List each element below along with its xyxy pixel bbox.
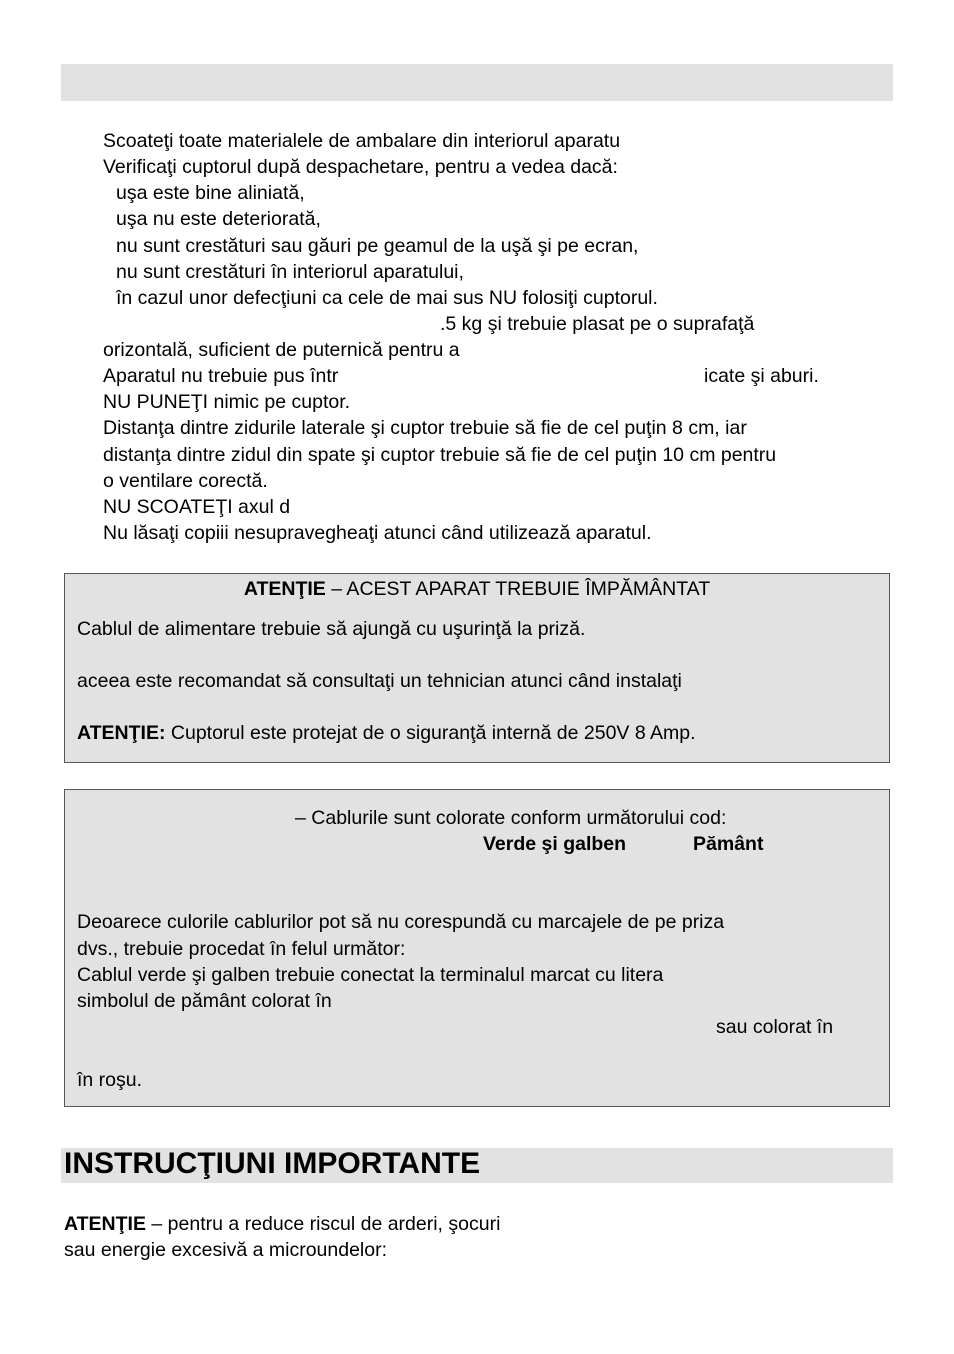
wiring-para-3: Cablul verde şi galben trebuie conectat la terminalul marcat cu litera xyxy=(77,964,664,986)
wire-color-label: Verde şi galben xyxy=(483,833,627,855)
wiring-para-2: dvs., trebuie procedat în felul următor: xyxy=(77,938,406,960)
unpack-line-9: orizontală, suficient de puternică pentru a xyxy=(103,339,460,361)
section-heading: INSTRUCŢIUNI IMPORTANTE xyxy=(64,1147,481,1180)
grounding-title xyxy=(65,580,889,600)
important-warning xyxy=(64,1215,500,1235)
wiring-intro: – Cablurile sunt colorate conform următorului cod: xyxy=(295,807,727,829)
unpack-line-14: o ventilare corectă. xyxy=(103,470,268,492)
unpack-line-4: uşa nu este deteriorată, xyxy=(116,208,321,230)
wiring-para-1: Deoarece culorile cablurilor pot să nu corespundă cu marcajele de pe priza xyxy=(77,911,725,933)
wiring-para-6: în roşu. xyxy=(77,1069,143,1091)
fuse-warning-rest: Cuptorul este protejat de o siguranţă internă de 250V 8 Amp. xyxy=(165,722,696,744)
grounding-title-bold: ATENŢIE xyxy=(243,578,326,600)
grounding-title-rest: – ACEST APARAT TREBUIE ÎMPĂMÂNTAT xyxy=(325,578,711,600)
unpack-line-1: Scoateţi toate materialele de ambalare din interiorul aparatu xyxy=(103,130,621,152)
unpack-line-13: distanţa dintre zidul din spate şi cuptor trebuie să fie de cel puţin 10 cm pentru xyxy=(103,444,777,466)
unpack-line-10: Aparatul nu trebuie pus într xyxy=(103,365,339,387)
unpack-line-6: nu sunt crestături în interiorul aparatului, xyxy=(116,261,464,283)
unpack-line-3: uşa este bine aliniată, xyxy=(116,182,305,204)
important-warning-bold: ATENŢIE xyxy=(64,1213,146,1235)
grounding-warning-box xyxy=(64,573,890,763)
unpack-line-5: nu sunt crestături sau găuri pe geamul de la uşă şi pe ecran, xyxy=(116,235,639,257)
fuse-warning xyxy=(77,724,696,744)
top-header-bar xyxy=(61,64,893,101)
unpack-line-12: Distanţa dintre zidurile laterale şi cuptor trebuie să fie de cel puţin 8 cm, iar xyxy=(103,417,747,439)
wire-color-meaning: Pământ xyxy=(693,833,764,855)
grounding-line-1: Cablul de alimentare trebuie să ajungă cu uşurinţă la priză. xyxy=(77,618,586,640)
wiring-color-box xyxy=(64,789,890,1107)
wiring-para-4: simbolul de pământ colorat în xyxy=(77,990,332,1012)
fuse-warning-bold: ATENŢIE: xyxy=(77,722,166,744)
important-warning-line-2: sau energie excesivă a microundelor: xyxy=(64,1239,388,1261)
unpack-line-11: NU PUNEŢI nimic pe cuptor. xyxy=(103,391,351,413)
unpack-line-10b: icate şi aburi. xyxy=(704,365,819,387)
unpack-line-2: Verificaţi cuptorul după despachetare, pentru a vedea dacă: xyxy=(103,156,618,178)
wiring-para-5: sau colorat în xyxy=(716,1016,834,1038)
unpack-line-8: .5 kg şi trebuie plasat pe o suprafaţă xyxy=(440,313,755,335)
unpack-line-15: NU SCOATEŢI axul d xyxy=(103,496,291,518)
important-warning-rest: – pentru a reduce riscul de arderi, şocuri xyxy=(145,1213,501,1235)
grounding-line-2: aceea este recomandat să consultaţi un tehnician atunci când instalaţi xyxy=(77,670,682,692)
unpack-line-16: Nu lăsaţi copiii nesupravegheaţi atunci când utilizează aparatul. xyxy=(103,522,652,544)
unpack-line-7: în cazul unor defecţiuni ca cele de mai sus NU folosiţi cuptorul. xyxy=(116,287,658,309)
